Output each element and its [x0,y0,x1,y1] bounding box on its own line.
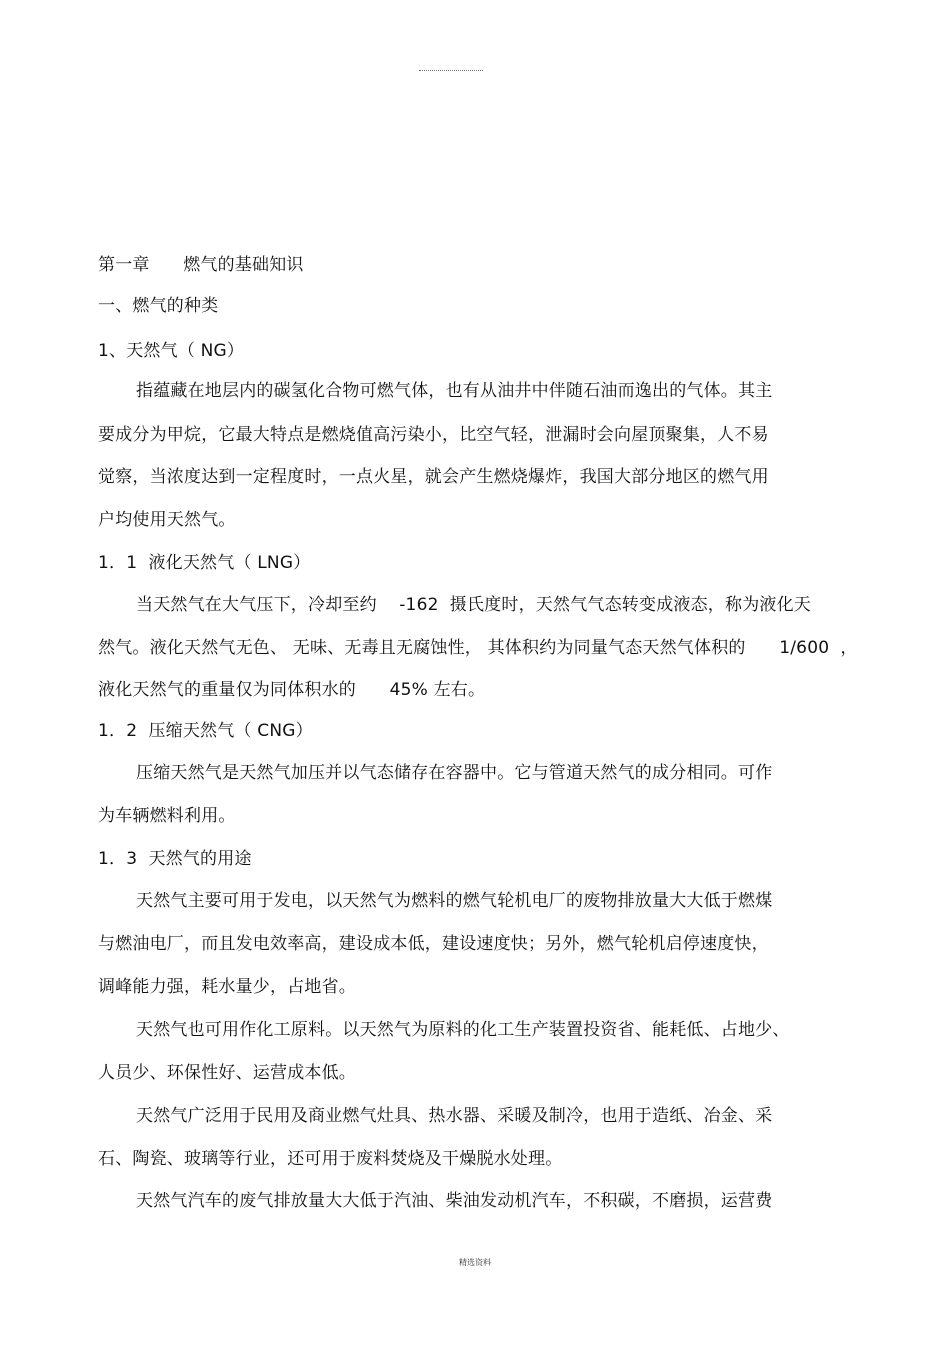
paragraph-line: 天然气主要可用于发电，以天然气为燃料的燃气轮机电厂的废物排放量大大低于燃煤 [136,891,773,911]
paragraph-line: 液化天然气的重量仅为同体积水的 45% 左右。 [98,680,486,700]
page-footer: 精选资料 [459,1258,491,1267]
paragraph-line: 指蕴藏在地层内的碳氢化合物可燃气体，也有从油井中伴随石油而逸出的气体。其主 [136,381,773,401]
subsection-heading: 1．2 压缩天然气（ CNG） [98,721,313,741]
paragraph-line: 与燃油电厂，而且发电效率高，建设成本低，建设速度快；另外，燃气轮机启停速度快， [98,934,769,954]
paragraph-line: 户均使用天然气。 [98,510,236,530]
paragraph-line: 压缩天然气是天然气加压并以气态储存在容器中。它与管道天然气的成分相同。可作 [136,763,773,783]
paragraph-line: 为车辆燃料利用。 [98,806,236,826]
paragraph-line: 人员少、环保性好、运营成本低。 [98,1063,356,1083]
paragraph-line: 天然气汽车的废气排放量大大低于汽油、柴油发动机汽车，不积碳，不磨损，运营费 [136,1191,773,1211]
header-rule [419,70,483,71]
paragraph-line: 觉察，当浓度达到一定程度时，一点火星，就会产生燃烧爆炸，我国大部分地区的燃气用 [98,467,769,487]
paragraph-line: 要成分为甲烷，它最大特点是燃烧值高污染小，比空气轻，泄漏时会向屋顶聚集，人不易 [98,425,769,445]
paragraph-line: 当天然气在大气压下，冷却至约 -162 摄氏度时，天然气气态转变成液态，称为液化天 [136,595,812,615]
paragraph-line: 然气。液化天然气无色、 无味、无毒且无腐蚀性， 其体积约为同量气态天然气体积的 1/600 ， [98,638,858,658]
chapter-title: 第一章 燃气的基础知识 [98,255,304,275]
subsection-heading: 1．3 天然气的用途 [98,849,252,869]
paragraph-line: 调峰能力强，耗水量少，占地省。 [98,977,356,997]
section-heading: 一、燃气的种类 [98,296,219,316]
paragraph-line: 天然气也可用作化工原料。以天然气为原料的化工生产装置投资省、能耗低、占地少、 [136,1020,790,1040]
paragraph-line: 天然气广泛用于民用及商业燃气灶具、热水器、采暖及制冷，也用于造纸、冶金、采 [136,1106,773,1126]
paragraph-line: 石、陶瓷、玻璃等行业，还可用于废料焚烧及干燥脱水处理。 [98,1149,563,1169]
subsection-heading: 1．1 液化天然气（ LNG） [98,553,311,573]
subsection-heading: 1、天然气（ NG） [98,341,245,361]
